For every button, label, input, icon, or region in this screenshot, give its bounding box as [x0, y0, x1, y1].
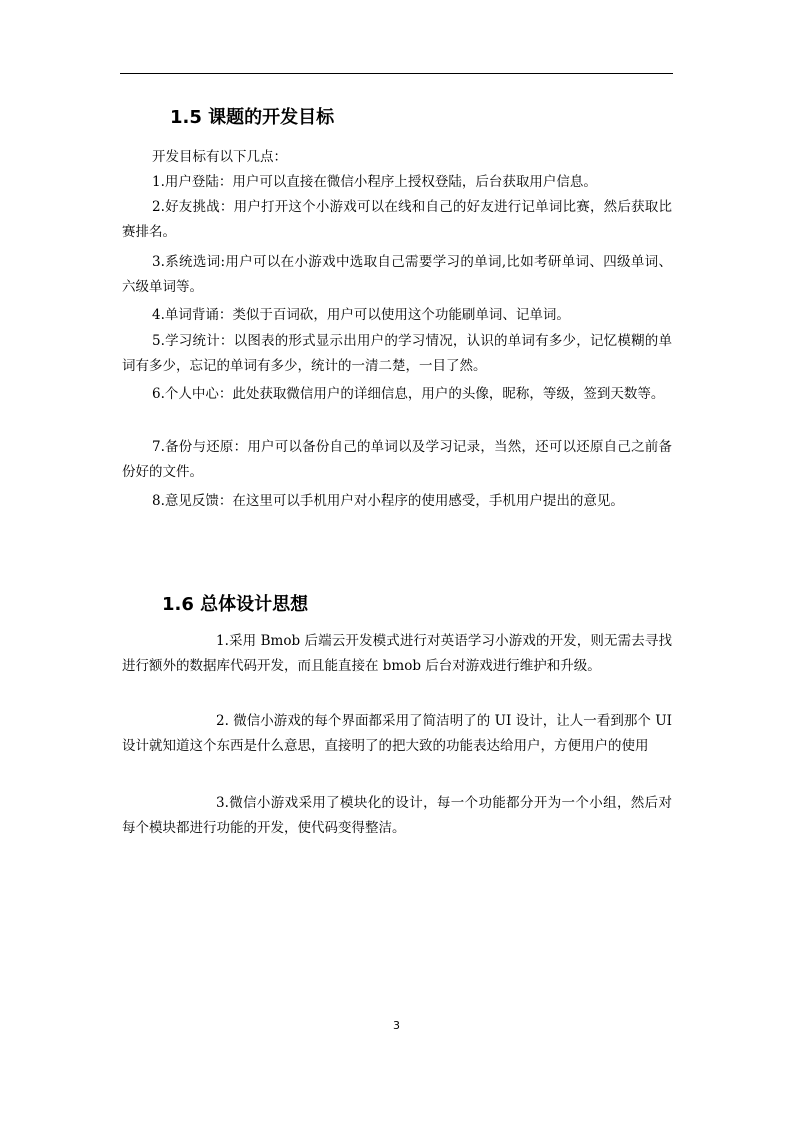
goal-item-7: 7.备份与还原：用户可以备份自己的单词以及学习记录，当然，还可以还原自己之前备份好的文件。 [122, 439, 672, 480]
design-item-3: 3.微信小游戏采用了模块化的设计，每一个功能都分开为一个小组，然后对每个模块都进行功能的开发，使代码变得整洁。 [122, 795, 672, 836]
goal-item-8: 8.意见反馈：在这里可以手机用户对小程序的使用感受，手机用户提出的意见。 [152, 493, 624, 509]
page-number: 3 [393, 1019, 400, 1032]
section-heading-1-5: 1.5 课题的开发目标 [170, 107, 335, 128]
intro-paragraph: 开发目标有以下几点： [152, 149, 287, 165]
design-item-1: 1.采用 Bmob 后端云开发模式进行对英语学习小游戏的开发，则无需去寻找进行额外的数据库代码开发，而且能直接在 bmob 后台对游戏进行维护和升级。 [122, 633, 672, 674]
header-rule [120, 73, 673, 74]
section-heading-1-6: 1.6 总体设计思想 [162, 594, 309, 615]
design-item-2: 2. 微信小游戏的每个界面都采用了简洁明了的 UI 设计，让人一看到那个 UI 设计就知道这个东西是什么意思，直接明了的把大致的功能表达给用户，方便用户的使用 [122, 713, 672, 754]
goal-item-1: 1.用户登陆：用户可以直接在微信小程序上授权登陆，后台获取用户信息。 [152, 174, 597, 190]
goal-item-5: 5.学习统计：以图表的形式显示出用户的学习情况，认识的单词有多少，记忆模糊的单词有多少，忘记的单词有多少，统计的一清二楚，一目了然。 [122, 333, 672, 374]
goal-item-3: 3.系统选词:用户可以在小游戏中选取自己需要学习的单词,比如考研单词、四级单词、六级单词等。 [122, 254, 672, 295]
goal-item-6: 6.个人中心：此处获取微信用户的详细信息，用户的头像，昵称，等级，签到天数等。 [152, 386, 665, 402]
goal-item-2: 2.好友挑战：用户打开这个小游戏可以在线和自己的好友进行记单词比赛，然后获取比赛排名。 [122, 199, 672, 240]
goal-item-4: 4.单词背诵：类似于百词砍，用户可以使用这个功能刷单词、记单词。 [152, 307, 570, 323]
